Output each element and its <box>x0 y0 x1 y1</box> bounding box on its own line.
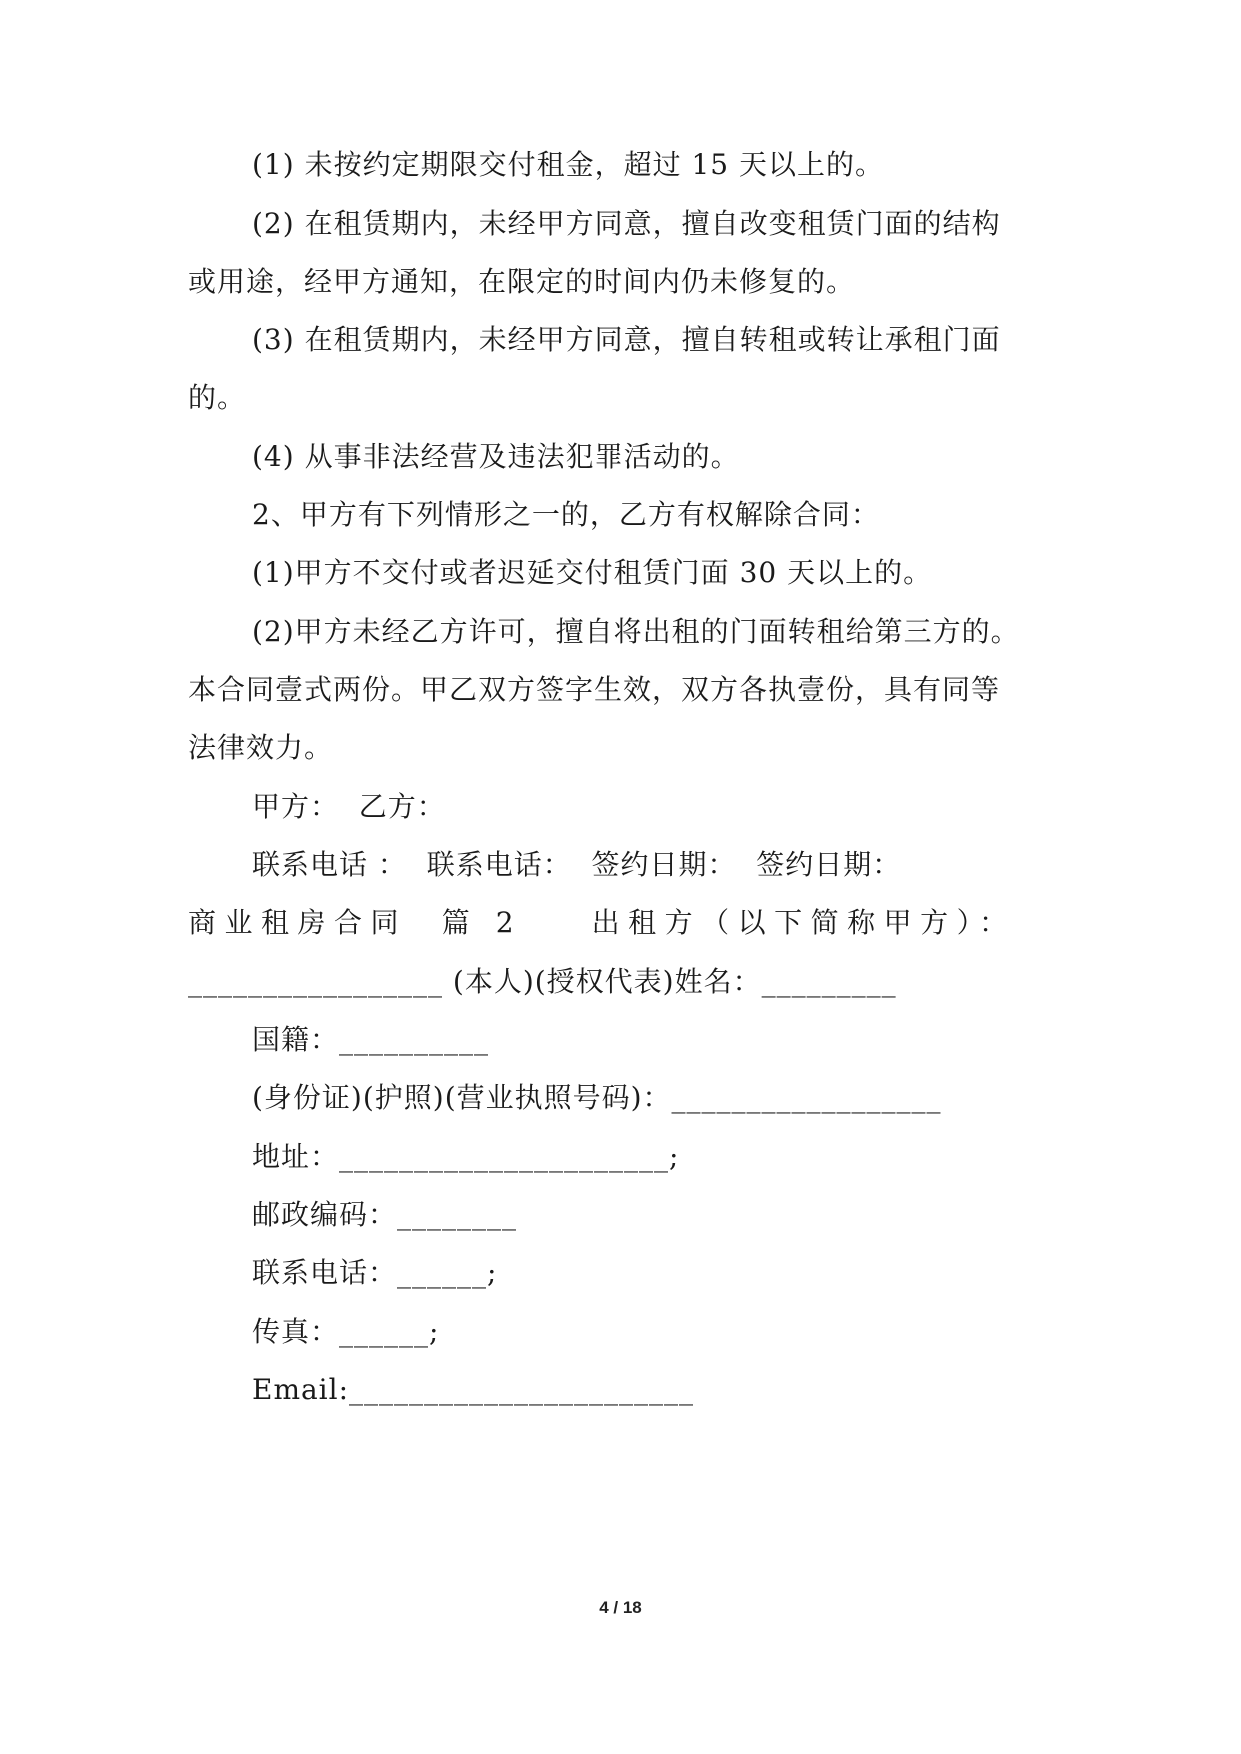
clause-2-heading: 2、甲方有下列情形之一的，乙方有权解除合同： <box>252 498 880 531</box>
clause-2-2: (2)甲方未经乙方许可，擅自将出租的门面转租给第三方的。 <box>252 615 1020 648</box>
clause-1-3-line2: 的。 <box>188 381 247 414</box>
contract-2-heading: 商业租房合同 篇 2 出租方（以下简称甲方）： <box>188 906 1016 939</box>
clause-1-3-line1: (3) 在租赁期内，未经甲方同意，擅自转租或转让承租门面 <box>252 323 1001 356</box>
postal-code-field: 邮政编码：________ <box>252 1198 518 1231</box>
id-number-field: (身份证)(护照)(营业执照号码)：__________________ <box>252 1081 942 1114</box>
address-field: 地址：______________________; <box>252 1140 680 1173</box>
clause-1-4: (4) 从事非法经营及违法犯罪活动的。 <box>252 440 740 473</box>
fax-field: 传真：______; <box>252 1315 440 1348</box>
contact-and-date-line: 联系电话 ： 联系电话： 签约日期： 签约日期： <box>252 848 902 881</box>
page-number: 4 / 18 <box>599 1598 642 1617</box>
copies-clause-line1: 本合同壹式两份。甲乙双方签字生效，双方各执壹份，具有同等 <box>188 673 1001 706</box>
clause-1-1: (1) 未按约定期限交付租金，超过 15 天以上的。 <box>252 148 884 181</box>
email-field: Email:_______________________ <box>252 1373 695 1406</box>
party-signatures: 甲方： 乙方： <box>252 790 446 823</box>
lessor-name-line: _________________ (本人)(授权代表)姓名：_________ <box>188 965 897 998</box>
clause-1-2-line1: (2) 在租赁期内，未经甲方同意，擅自改变租赁门面的结构 <box>252 207 1001 240</box>
clause-1-2-line2: 或用途，经甲方通知，在限定的时间内仍未修复的。 <box>188 265 856 298</box>
phone-field: 联系电话：______; <box>252 1256 498 1289</box>
clause-2-1: (1)甲方不交付或者迟延交付租赁门面 30 天以上的。 <box>252 556 933 589</box>
copies-clause-line2: 法律效力。 <box>188 731 334 764</box>
nationality-field: 国籍：__________ <box>252 1023 490 1056</box>
